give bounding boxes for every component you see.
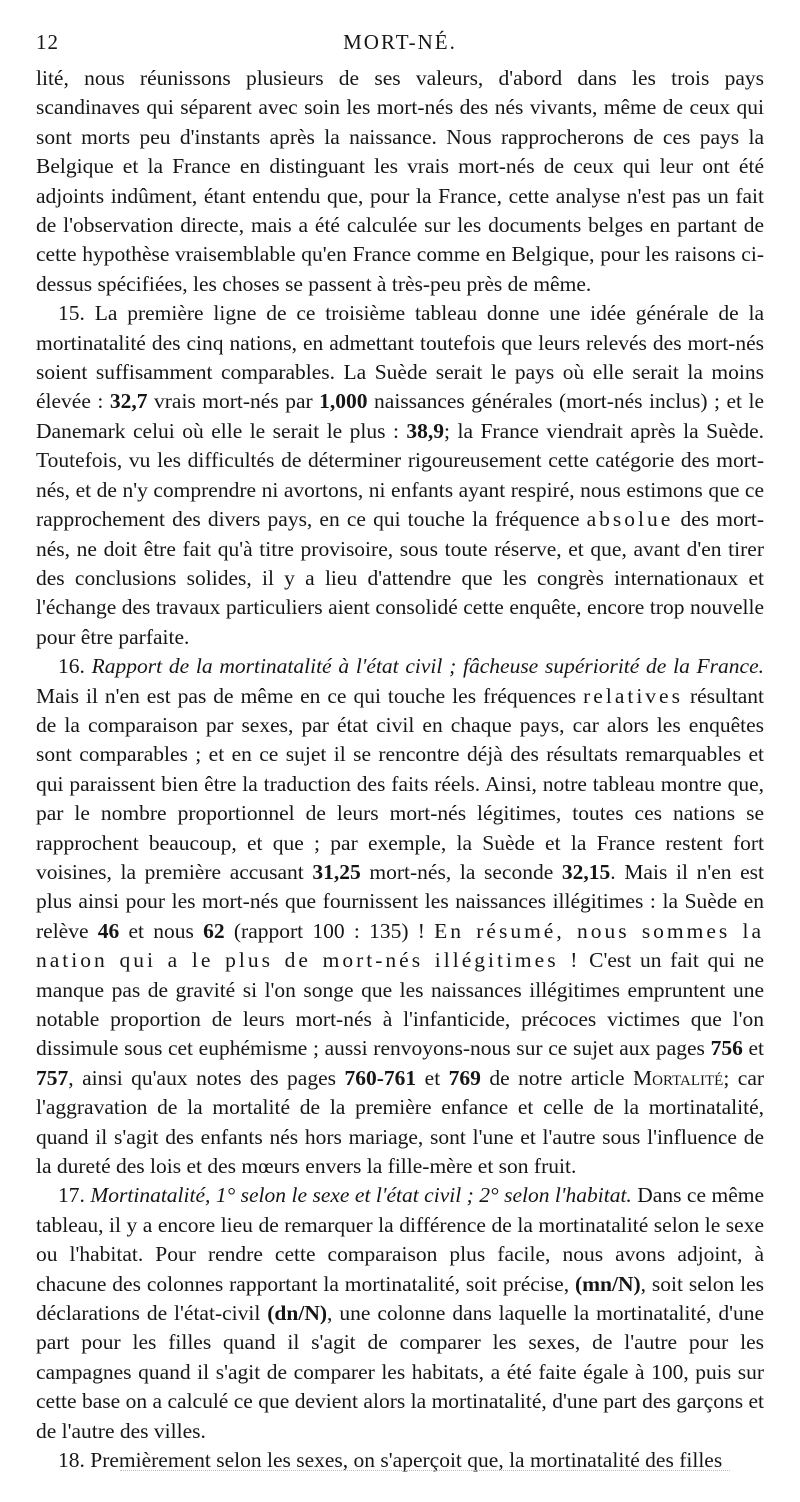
paragraph-text: (rapport 100 : 135) ! bbox=[233, 918, 425, 943]
page-reference: 760-761 bbox=[344, 1065, 417, 1090]
paragraph-text: Dans ce même tableau, il y a encore lieu de remarquer la différence de la mortinatalité selon le sexe ou l'habitat. Pour rendre cette comparaison plus facile, nous avons adjoint, à chacune des colonnes rapportant la mortinatalité, soit précise, bbox=[36, 1183, 765, 1296]
page-header bbox=[36, 30, 764, 64]
paragraph-text: ; la France viendrait après la Suède. Toutefois, vu les difficultés de déterminer rigoureusement cette catégorie des mort-nés, et de n'y comprendre ni avortons, ni enfants ayant respiré, nous estimons que ce rapprochement des divers pays, en ce qui touche la fréquence bbox=[36, 418, 765, 532]
paragraph-18 bbox=[36, 1446, 764, 1475]
paragraph-number: 18. bbox=[58, 1448, 85, 1473]
spaced-emphasis: En résumé, nous sommes la nation qui a le plus de mort-nés illégitimes ! bbox=[36, 918, 765, 973]
value-sweden-rate: 32,7 bbox=[109, 389, 148, 414]
paragraph-text: Mais il n'en est pas de même en ce qui touche les fréquences bbox=[36, 683, 577, 708]
paragraph-number: 16. bbox=[58, 654, 85, 679]
paragraph-text: naissances générales (mort-nés inclus) ; et le Danemark celui où elle le serait le plus : bbox=[36, 389, 765, 443]
document-page bbox=[36, 30, 764, 1476]
paragraph-16 bbox=[36, 652, 764, 1181]
paragraph-text: et bbox=[424, 1065, 441, 1090]
value-denmark-rate: 38,9 bbox=[406, 418, 445, 443]
paragraph-text: et bbox=[748, 1036, 765, 1061]
value-per-thousand: 1,000 bbox=[319, 389, 368, 414]
paragraph-text: Premièrement selon les sexes, on s'aperçoit que, la mortinatalité des filles bbox=[90, 1448, 723, 1473]
paragraph-text: des mort-nés, ne doit être fait qu'à titre provisoire, sous toute réserve, et que, avant d'en tirer des conclusions solides, il y a lieu d'attendre que les congrès internationaux et l'échange des travaux particuliers aient consolidé cette enquête, encore trop nouvelle pour être parfaite. bbox=[36, 507, 765, 649]
paragraph-text: résultant de la comparaison par sexes, par état civil en chaque pays, car alors les enquêtes sont comparables ; et en ce sujet il se rencontre déjà des résultats remarquables et qui paraissent bien être la traduction des faits réels. Ainsi, notre tableau montre que, par le nombre proportionnel de leurs mort-nés légitimes, toutes ces nations se rapprochent beaucoup, et que ; par exemple, la Suède et la France restent fort voisines, la première accusant bbox=[36, 683, 764, 884]
paragraph-number: 15. bbox=[58, 301, 85, 326]
page-reference: 756 bbox=[710, 1036, 743, 1061]
value-sweden-legit: 31,25 bbox=[312, 859, 361, 884]
page-reference: 757 bbox=[36, 1065, 69, 1090]
page-number: 12 bbox=[36, 30, 59, 54]
article-reference: Mortalité bbox=[633, 1065, 724, 1090]
formula-mn-n: (mn/N) bbox=[574, 1271, 641, 1296]
page-reference: 769 bbox=[448, 1065, 481, 1090]
value-sweden-illegit: 46 bbox=[97, 918, 120, 943]
paragraph-text: , une colonne dans laquelle la mortinatalité, d'une part pour les filles quand il s'agit de comparer les sexes, de l'autre pour les campagnes quand il s'agit de comparer les habitats, a été faite égale à 100, puis sur cette base on a calculé ce que devient alors la mortinatalité, d'une part des garçons et de l'autre des villes. bbox=[36, 1301, 764, 1443]
paragraph-15 bbox=[36, 299, 764, 652]
spaced-emphasis: absolue bbox=[586, 507, 674, 532]
paragraph-number: 17. bbox=[58, 1183, 85, 1208]
value-france-illegit: 62 bbox=[203, 918, 225, 943]
paragraph-text: mort-nés, la seconde bbox=[369, 859, 554, 884]
section-title: Rapport de la mortinatalité à l'état civil ; fâcheuse supériorité de la France. bbox=[91, 654, 765, 679]
paragraph-text: C'est un fait qui ne manque pas de gravité si l'on songe que les naissances illégitimes empruntent une notable proportion de leurs mort-nés à l'infanticide, précoces victimes que l'on dissimule sous cet euphémisme ; aussi renvoyons-nous sur ce sujet aux pages bbox=[36, 948, 765, 1061]
paragraph-text: . Mais il n'en est plus ainsi pour les mort-nés que fournissent les naissances illégitimes : la Suède en relève bbox=[36, 859, 765, 943]
paragraph-text: , soit selon les déclarations de l'état-civil bbox=[36, 1271, 764, 1326]
section-title: Mortinatalité, 1° selon le sexe et l'état civil ; 2° selon l'habitat. bbox=[90, 1183, 632, 1208]
footer-divider bbox=[120, 1470, 730, 1471]
paragraph-text: ; car l'aggravation de la mortalité de la première enfance et celle de la mortinatalité, quand il s'agit des enfants nés hors mariage, sont l'une et l'autre sous l'influence de la dureté des lois et des mœurs envers la fille-mère et son fruit. bbox=[36, 1065, 765, 1179]
paragraph-text: La première ligne de ce troisième tableau donne une idée générale de la mortinatalité des cinq nations, en admettant toutefois que leurs relevés des mort-nés soient suffisamment comparables. La Suède serait le pays où elle serait la moins élevée : bbox=[36, 301, 765, 414]
paragraph-text: de notre article bbox=[489, 1065, 625, 1090]
value-france-legit: 32,15 bbox=[561, 859, 611, 884]
paragraph-text: , ainsi qu'aux notes des pages bbox=[68, 1065, 337, 1090]
paragraph-text: vrais mort-nés par bbox=[154, 389, 313, 414]
paragraph-17 bbox=[36, 1181, 764, 1446]
running-title: MORT-NÉ. bbox=[343, 30, 457, 54]
spaced-emphasis: relatives bbox=[583, 683, 683, 708]
paragraph-text: et nous bbox=[128, 918, 194, 943]
paragraph-text: lité, nous réunissons plusieurs de ses valeurs, d'abord dans les trois pays scandinaves qui séparent avec soin les mort-nés des nés vivants, même de ceux qui sont morts peu d'instants après la naissance. Nous rapprocherons de ces pays la Belgique et la France en distinguant les vrais mort-nés de ceux qui leur ont été adjoints indûment, étant entendu que, pour la France, cette analyse n'est pas un fait de l'observation directe, mais a été calculée sur les documents belges en partant de cette hypothèse vraisemblable qu'en France comme en Belgique, pour les raisons ci-dessus spécifiées, les choses se passent à très-peu près de même. bbox=[36, 66, 764, 296]
formula-dn-n: (dn/N) bbox=[267, 1301, 327, 1326]
body-text bbox=[36, 64, 764, 1476]
paragraph-continuation bbox=[36, 64, 764, 299]
